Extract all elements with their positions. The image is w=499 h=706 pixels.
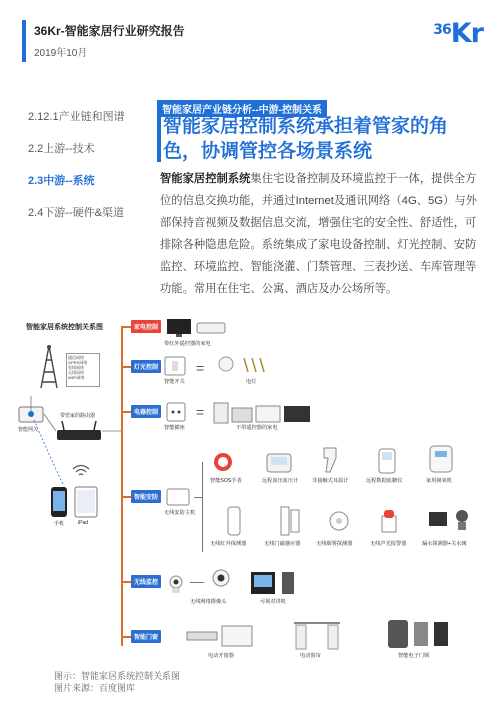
toc-item-downstream[interactable]: 2.4下游--硬件&渠道 [28, 207, 124, 219]
toc-item-midstream[interactable]: 2.3中游--系统 [28, 175, 95, 187]
sos-watch-icon [212, 450, 234, 474]
siren-icon [380, 508, 398, 534]
branch-line [121, 326, 131, 328]
legend-line: 有线网络 [68, 365, 84, 370]
equals-sign: = [196, 360, 205, 376]
item-label: 远程血压血压计 [262, 478, 299, 484]
tv-icon [166, 318, 192, 338]
item-label: 非接触式耳温计 [312, 478, 349, 484]
legend-line: WIFI网络 [68, 375, 85, 380]
water-leak-icon [428, 506, 474, 532]
item-label: 漏水探测器+关水阀 [422, 541, 467, 547]
item-label: 无线门磁感应器 [264, 541, 301, 547]
infrared-detector-icon [226, 506, 242, 536]
tablet-label: iPad [78, 520, 89, 526]
socket-icon [166, 402, 186, 422]
header-accent-bar [22, 20, 26, 62]
caption-figure: 图示：智能家居系统控制关系图 [54, 671, 181, 681]
switch-icon [164, 356, 186, 376]
branch-line [121, 366, 131, 368]
control-diagram [14, 316, 486, 670]
toc-item-upstream[interactable]: 2.2上游--技术 [28, 143, 95, 155]
section-heading: 智能家居控制系统承担着管家的角色，协调管控各场景系统 [163, 116, 449, 162]
bracket-line [190, 582, 204, 583]
item-label: 无线红外探测器 [210, 541, 247, 547]
item-label: 无线烟雾探测器 [316, 541, 353, 547]
bracket-line [194, 497, 202, 498]
caption-source: 图片来源：百度图库 [54, 683, 136, 693]
camera-icon [166, 574, 186, 594]
appliances-icon [212, 400, 322, 424]
curtain-icon [292, 620, 342, 650]
body-rest: 集住宅设备控制及环境监控于一体，提供全方位的信息交换功能，并通过Internet及通讯网络（4G、5G）与外部保持音视频及数据信息交流，增强住宅的安全性、舒适性，可排除各种隐患危险。系统集成了家电设备控制、灯光控制、安防监控、环境监控、智能浇灌、门禁管理、三表抄送、车库管理等功能。常用在住宅、公寓、酒店及办公场所等。 [160, 173, 477, 295]
logo-36kr: $^{36}$Kr [433, 18, 483, 49]
section-body [160, 168, 478, 300]
legend-line: 无线网络 [68, 370, 84, 375]
branch-line [121, 581, 131, 583]
figure-caption [54, 670, 180, 694]
report-date: 2019年10月 [34, 48, 88, 59]
category-smart-door-window[interactable]: 智能门窗 [131, 630, 161, 643]
item-label: 无线安防主机 [164, 510, 196, 516]
toc-item-chain[interactable]: 2.12.1产业链和图谱 [28, 111, 125, 123]
category-wireless-monitor[interactable]: 无线监控 [131, 575, 161, 588]
router-label: 带管家的路由器 [60, 413, 96, 419]
item-label: 智能电子门锁 [398, 653, 430, 659]
item-label: 无线声光报警器 [370, 541, 407, 547]
oxygen-machine-icon [428, 444, 454, 474]
item-label: 可视对讲机 [260, 599, 286, 605]
item-label: 带红外遥控器的家电 [164, 341, 211, 347]
toc [28, 108, 125, 236]
body-lead: 智能家居控制系统 [160, 173, 251, 185]
air-conditioner-icon [196, 322, 226, 334]
category-smart-security[interactable]: 智能安防 [131, 490, 161, 503]
security-host-icon [166, 488, 190, 506]
item-label: 电动开窗器 [208, 653, 234, 659]
item-label: 智能插座 [164, 425, 185, 431]
item-label: 电灯 [246, 379, 257, 385]
diagram-title: 智能家居系统控制关系图 [26, 324, 103, 331]
branch-line [121, 496, 131, 498]
item-label: 智能开关 [164, 379, 185, 385]
light-icon [214, 354, 274, 376]
glucose-meter-icon [378, 448, 396, 474]
item-label: 无线网络摄像头 [190, 599, 227, 605]
category-electric-control[interactable]: 电器控制 [131, 405, 161, 418]
category-light-control[interactable]: 灯光控制 [131, 360, 161, 373]
item-label: 不带遥控器的家电 [236, 425, 278, 431]
item-label: 电动窗帘 [300, 653, 321, 659]
door-magnet-icon [280, 506, 300, 536]
bracket-line [202, 462, 203, 552]
branch-line [121, 636, 131, 638]
section-tag: 智能家居产业链分析--中游-控制关系 [157, 100, 327, 117]
equals-sign: = [196, 404, 205, 420]
window-opener-icon [186, 624, 256, 648]
thermometer-icon [320, 446, 340, 474]
intercom-icon [250, 570, 296, 596]
item-label: 智能SOS手表 [210, 478, 242, 484]
report-title: 36Kr-智能家居行业研究报告 [34, 24, 185, 38]
gateway-label: 智能网关 [18, 427, 39, 433]
branch-line [121, 326, 123, 646]
heading-accent-bar [157, 116, 161, 162]
category-appliance-control[interactable]: 家电控制 [131, 320, 161, 333]
blood-pressure-icon [266, 450, 292, 474]
connection-lines [14, 316, 124, 670]
item-label: 远程数据血糖仪 [366, 478, 403, 484]
branch-line [121, 411, 131, 413]
phone-label: 手机 [54, 521, 65, 527]
item-label: 家用制氧机 [426, 478, 452, 484]
legend-line: GPRS网络 [68, 360, 88, 365]
smoke-detector-icon [328, 510, 350, 532]
door-lock-icon [386, 618, 456, 650]
legend-line: 通信网络 [68, 355, 84, 360]
camera-icon [210, 568, 232, 594]
